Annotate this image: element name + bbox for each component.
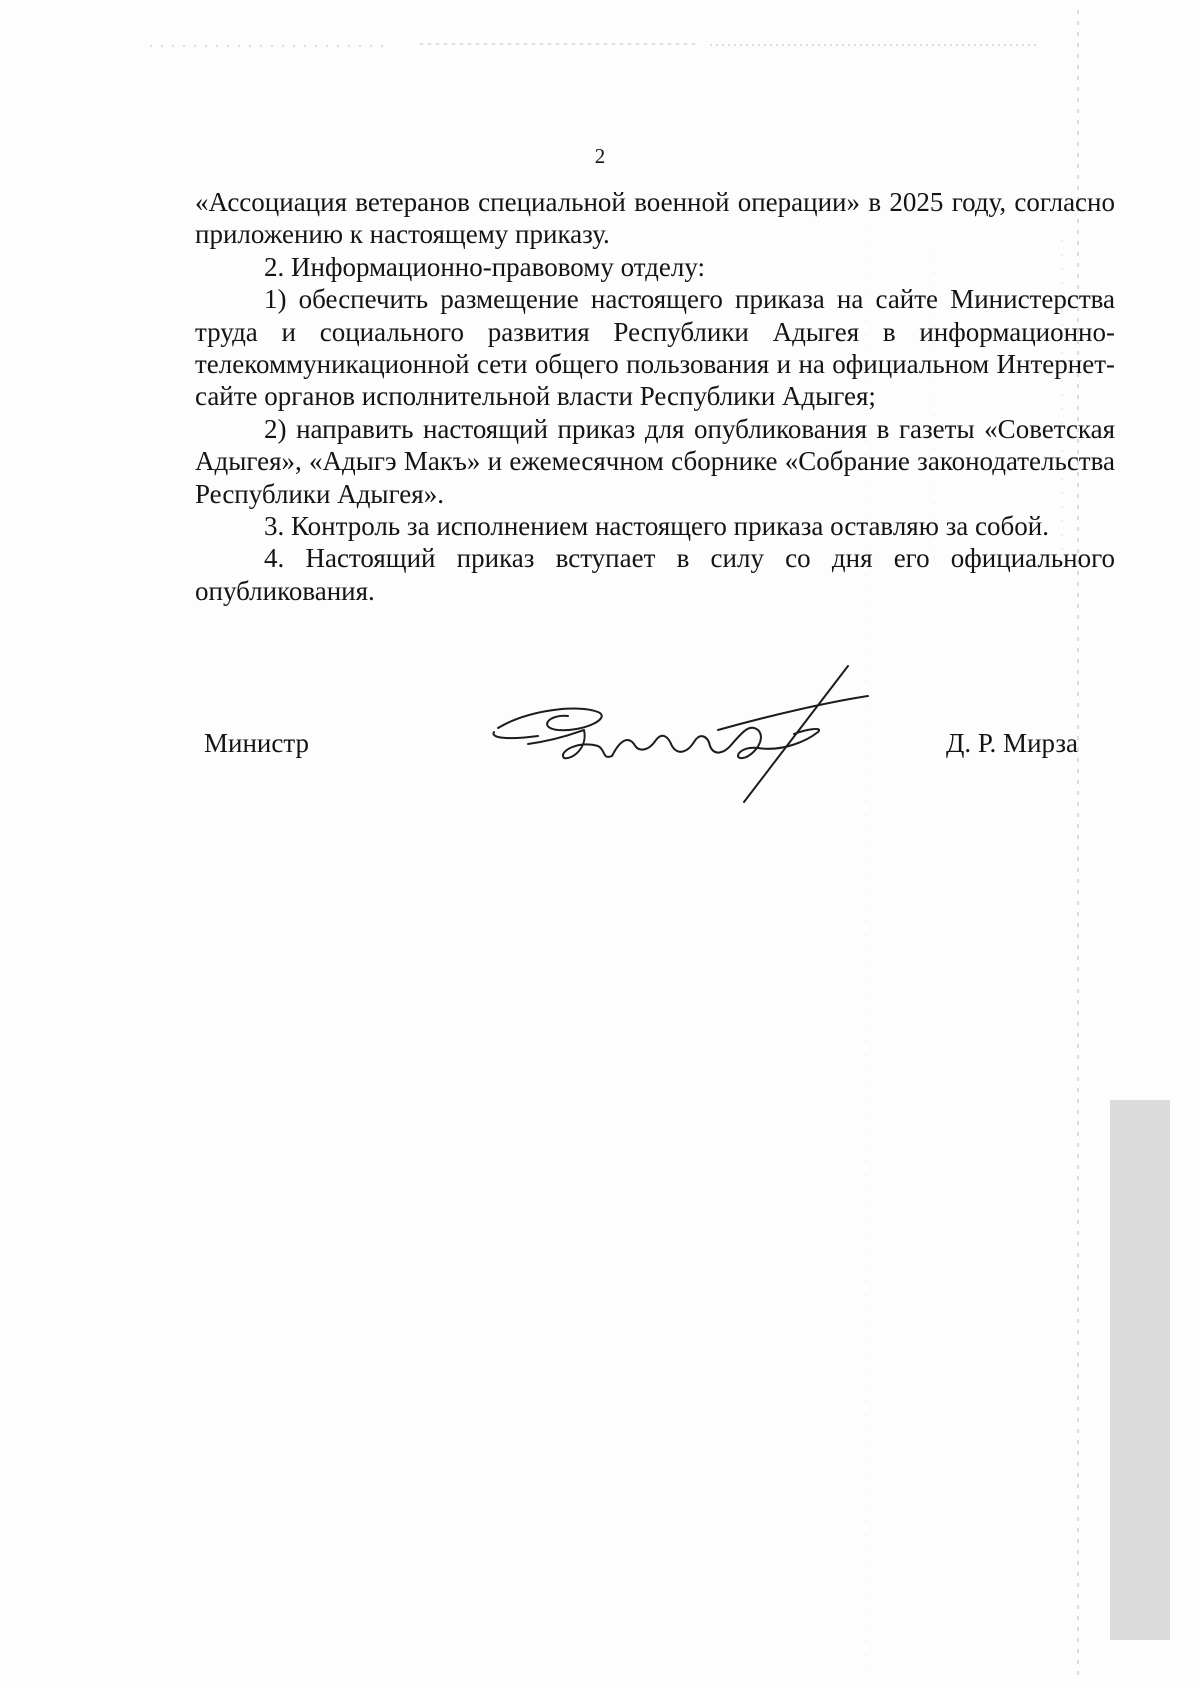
paragraph-item-3: 3. Контроль за исполнением настоящего приказа оставляю за собой.	[264, 511, 1049, 542]
signatory-name: Д. Р. Мирза	[946, 728, 1078, 758]
paragraph-item-4: 4. Настоящий приказ вступает в силу со дня его официального опубликования.	[195, 543, 1115, 606]
paragraph-association: «Ассоциация ветеранов специальной военной операции» в 2025 году, согласно приложению к настоящему приказу.	[195, 187, 1115, 250]
paragraph-subitem-2: 2) направить настоящий приказ для опубликования в газеты «Советская Адыгея», «Адыгэ Макъ» и ежемесячном сборнике «Собрание законодательства Республики Адыгея».	[195, 413, 1115, 509]
handwritten-signature	[488, 660, 908, 810]
signatory-title: Министр	[204, 728, 309, 758]
page-number: 2	[594, 144, 606, 168]
paragraph-item-2: 2. Информационно-правовому отделу:	[264, 251, 706, 282]
order-body	[195, 186, 1115, 607]
paragraph-subitem-1: 1) обеспечить размещение настоящего приказа на сайте Министерства труда и социального развития Республики Адыгея в информационно-телекоммуникационной сети общего пользования и на официальном Интернет-сайте органов исполнительной власти Республики Адыгея;	[195, 284, 1115, 412]
